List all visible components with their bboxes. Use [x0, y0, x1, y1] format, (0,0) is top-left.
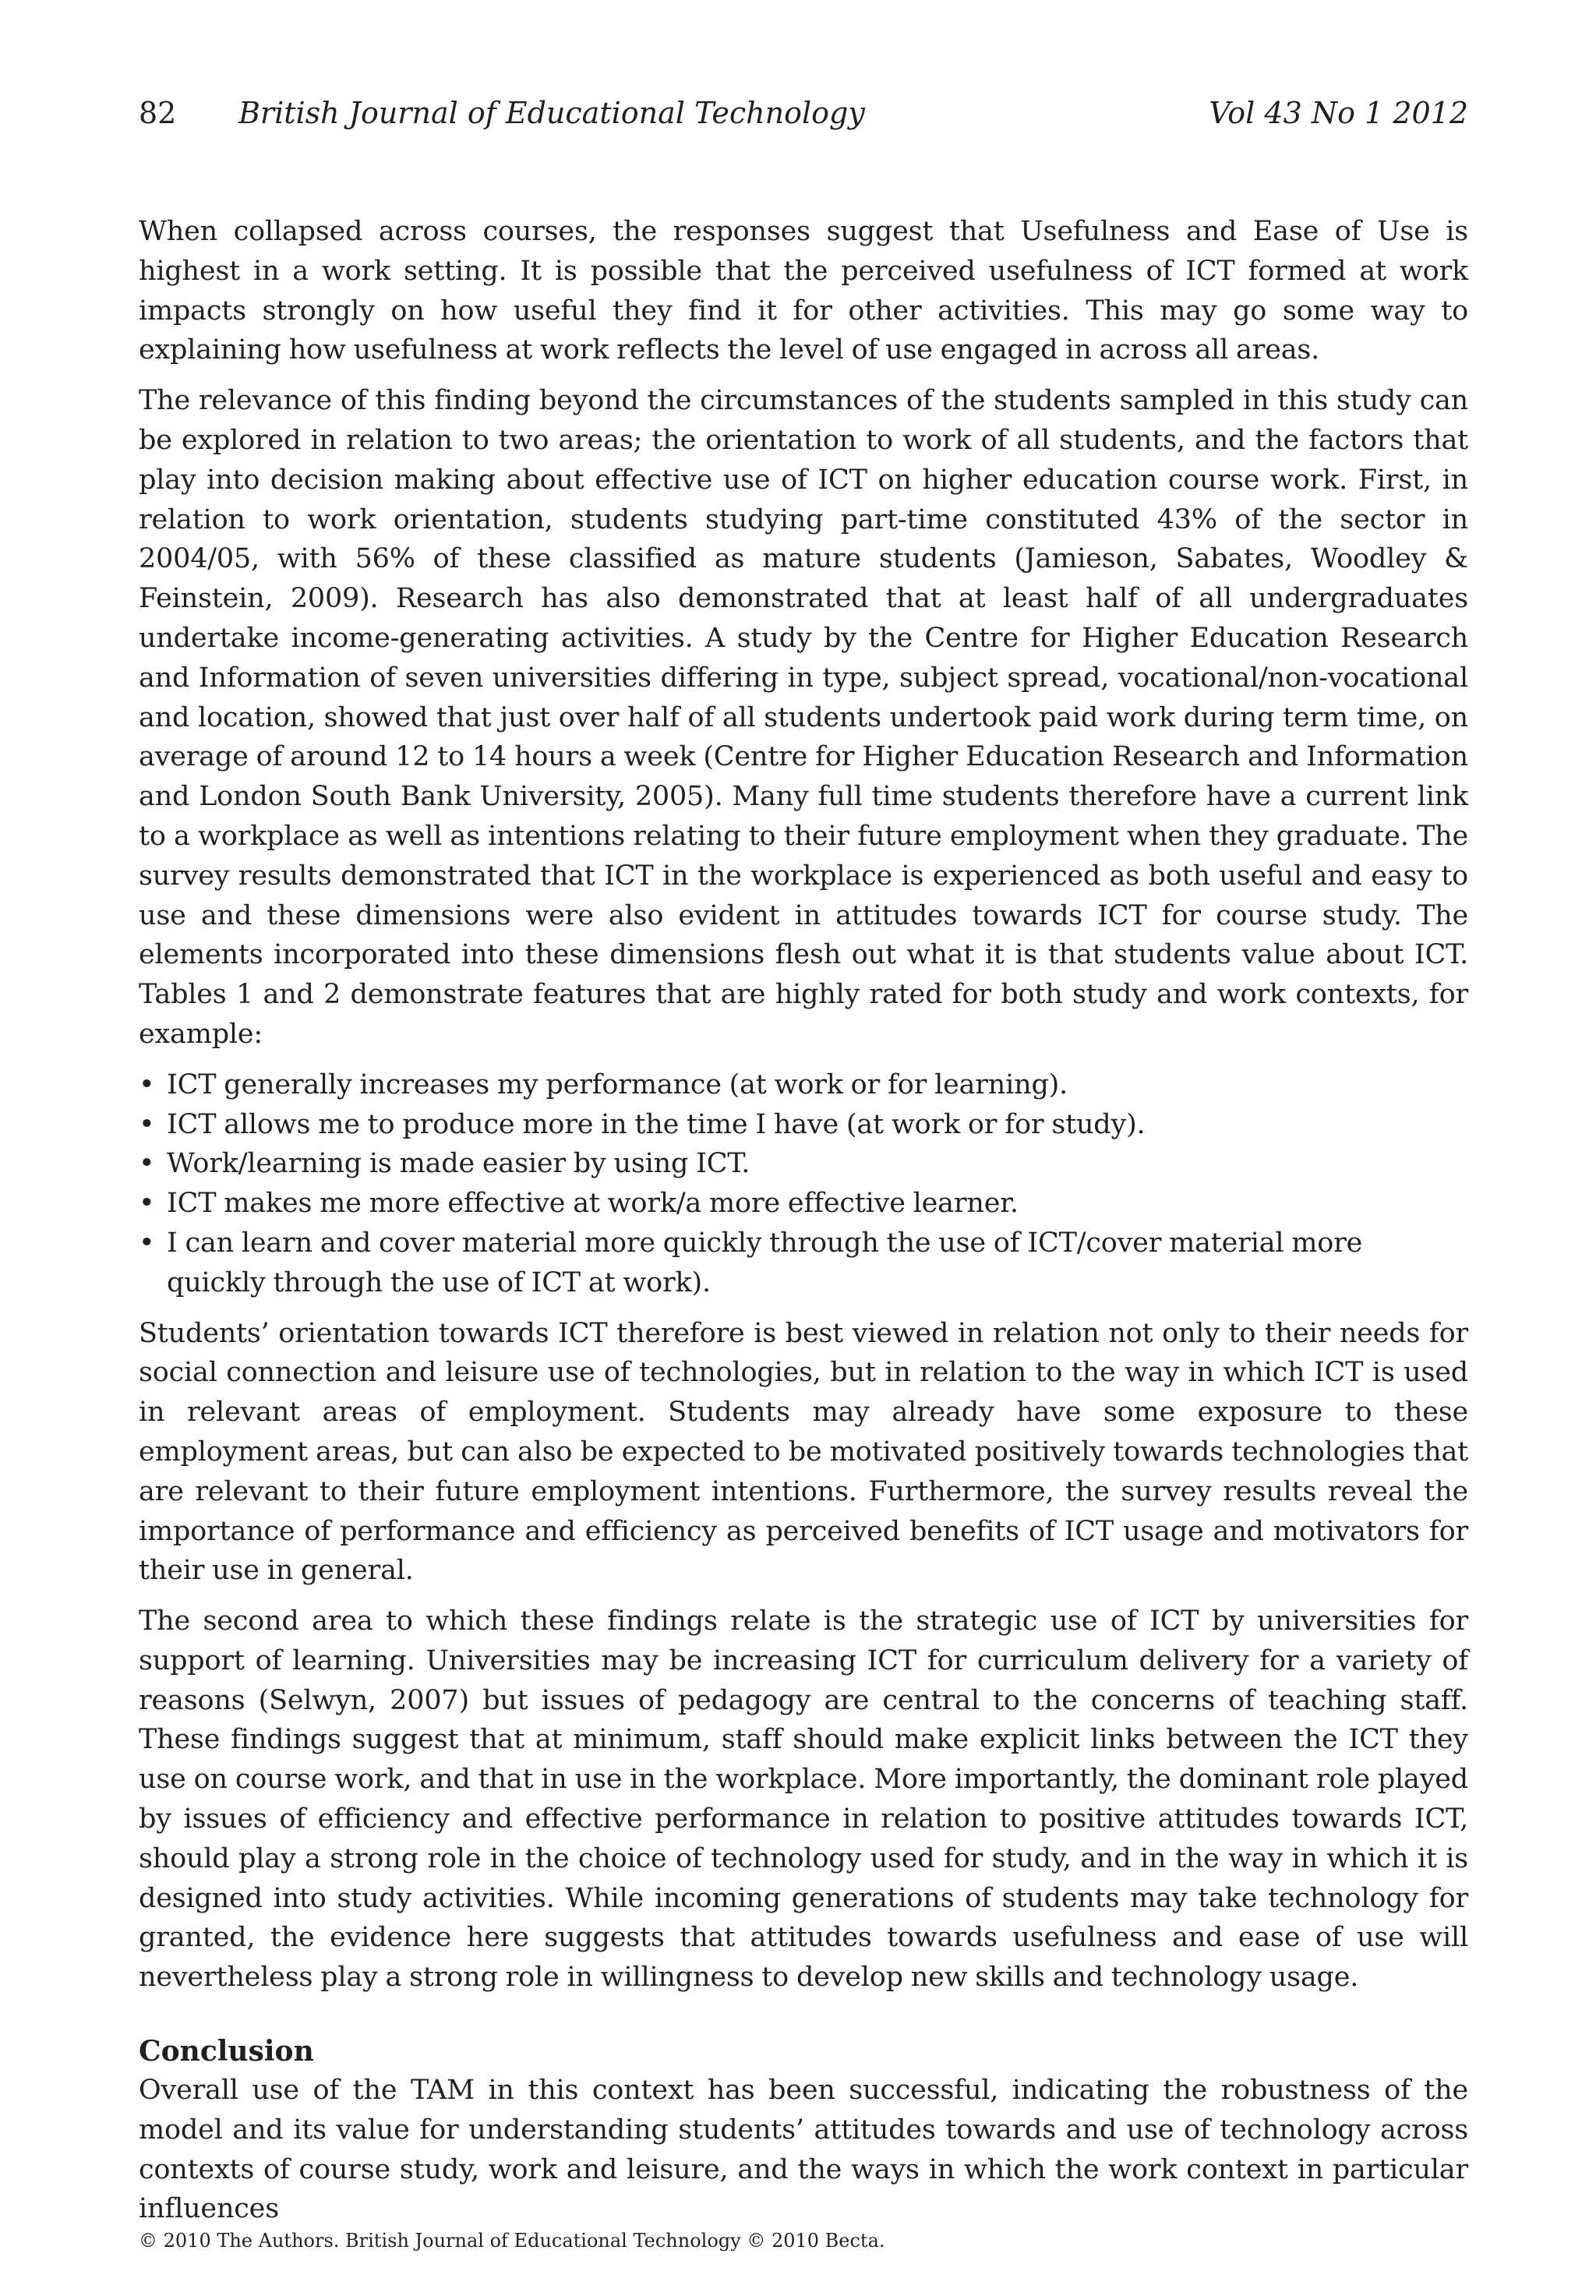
paragraph-4: The second area to which these findings relate is the strategic use of ICT by universities for support of learning. Universities may be increasing ICT for curriculum delivery for a variety of reasons (Selwyn, 2007) but issues of pedagogy are central to the concerns of teaching staff. These findings suggest that at minimum, staff should make explicit links between the ICT they use on course work, and that in use in the workplace. More importantly, the dominant role played by issues of efficiency and effective performance in relation to positive attitudes towards ICT, should play a strong role in the choice of technology used for study, and in the way in which it is designed into study activities. While incoming generations of students may take technology for granted, the evidence here suggests that attitudes towards usefulness and ease of use will nevertheless play a strong role in willingness to develop new skills and technology usage.: [139, 1605, 1468, 1994]
list-item-text: I can learn and cover material more quickly through the use of ICT/cover material more quickly through the use of ICT at work).: [167, 1227, 1363, 1298]
conclusion-paragraph: Overall use of the TAM in this context has been successful, indicating the robustness of the model and its value for understanding students’ attitudes towards and use of technology across contexts of course study, work and leisure, and the ways in which the work context in particular influences: [139, 2075, 1468, 2225]
list-item-text: ICT generally increases my performance (at work or for learning).: [167, 1069, 1068, 1100]
paragraph-3: Students’ orientation towards ICT therefore is best viewed in relation not only to their needs for social connection and leisure use of technologies, but in relation to the way in which ICT is used in relevant areas of employment. Students may already have some exposure to these employment areas, but can also be expected to be motivated positively towards technologies that are relevant to their future employment intentions. Furthermore, the survey results reveal the importance of performance and efficiency as perceived benefits of ICT usage and motivators for their use in general.: [139, 1317, 1468, 1587]
bullet-marker: •: [139, 1148, 155, 1180]
running-head: [139, 94, 1468, 132]
list-item: [139, 1065, 1468, 1105]
paragraph-1: When collapsed across courses, the responses suggest that Usefulness and Ease of Use is highest in a work setting. It is possible that the perceived usefulness of ICT formed at work impacts strongly on how useful they find it for other activities. This may go some way to explaining how usefulness at work reflects the level of use engaged in across all areas.: [139, 216, 1468, 366]
list-item: [139, 1224, 1468, 1303]
page-number: 82: [139, 96, 177, 130]
article-body: [139, 212, 1468, 2240]
list-item-text: Work/learning is made easier by using ICT.: [167, 1148, 750, 1180]
conclusion-heading: Conclusion: [139, 2035, 314, 2068]
bullet-marker: •: [139, 1108, 155, 1140]
list-item: [139, 1105, 1468, 1145]
feature-list: [139, 1065, 1468, 1303]
list-item: [139, 1184, 1468, 1224]
bullet-marker: •: [139, 1069, 155, 1100]
list-item-text: ICT makes me more effective at work/a more effective learner.: [167, 1188, 1019, 1220]
list-item: [139, 1144, 1468, 1184]
paragraph-2: The relevance of this finding beyond the circumstances of the students sampled in this study can be explored in relation to two areas; the orientation to work of all students, and the factors that play into decision making about effective use of ICT on higher education course work. First, in relation to work orientation, students studying part-time constituted 43% of the sector in 2004/05, with 56% of these classified as mature students (Jamieson, Sabates, Woodley & Feinstein, 2009). Research has also demonstrated that at least half of all undergraduates undertake income-generating activities. A study by the Centre for Higher Education Research and Information of seven universities differing in type, subject spread, vocational/non-vocational and location, showed that just over half of all students undertook paid work during term time, on average of around 12 to 14 hours a week (Centre for Higher Education Research and Information and London South Bank University, 2005). Many full time students therefore have a current link to a workplace as well as intentions relating to their future employment when they graduate. The survey results demonstrated that ICT in the workplace is experienced as both useful and easy to use and these dimensions were also evident in attitudes towards ICT for course study. The elements incorporated into these dimensions flesh out what it is that students value about ICT. Tables 1 and 2 demonstrate features that are highly rated for both study and work contexts, for example:: [139, 385, 1468, 1050]
volume-info: Vol 43 No 1 2012: [1209, 96, 1468, 130]
list-item-text: ICT allows me to produce more in the time I have (at work or for study).: [167, 1108, 1146, 1140]
journal-title: British Journal of Educational Technology: [238, 96, 865, 130]
bullet-marker: •: [139, 1227, 155, 1259]
copyright-footer: © 2010 The Authors. British Journal of Educational Technology © 2010 Becta.: [139, 2230, 885, 2252]
bullet-marker: •: [139, 1188, 155, 1220]
